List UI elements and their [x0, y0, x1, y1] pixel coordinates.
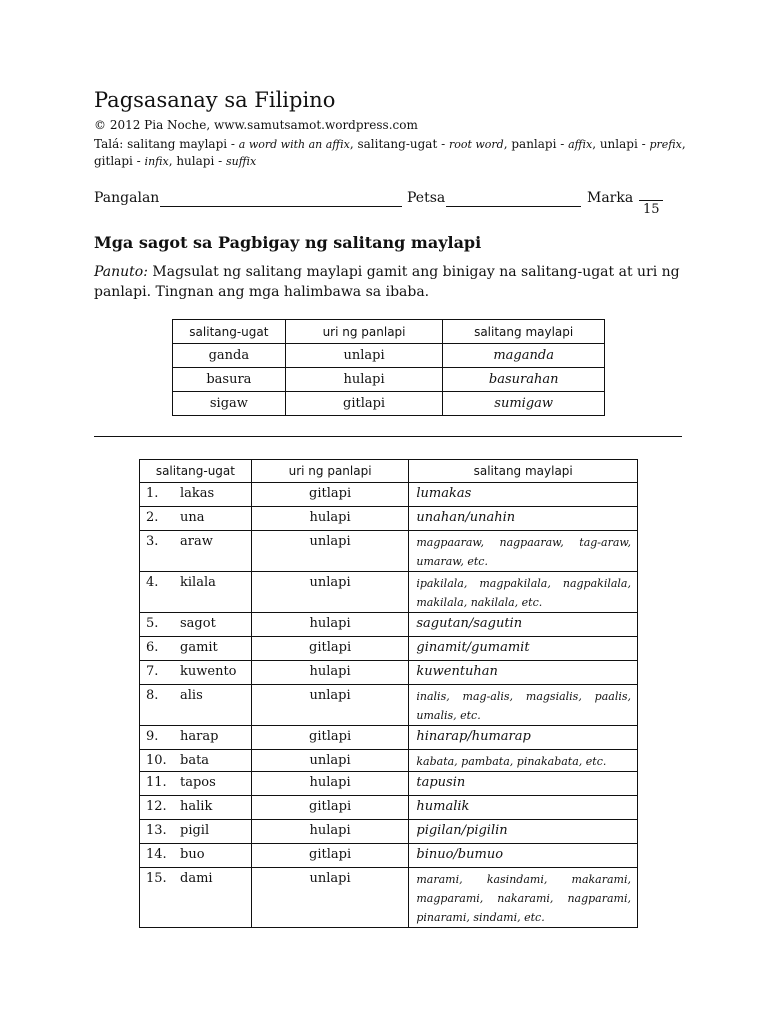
tala-term: Talá: salitang maylapi -: [94, 137, 239, 151]
answer-cell: kuwentuhan: [409, 661, 638, 685]
root-word: kilala: [180, 575, 216, 590]
answer-cell: hinarap/humarap: [409, 726, 638, 750]
affix-type-cell: gitlapi: [251, 483, 409, 507]
answer-cell: ipakilala, magpakilala, nagpakilala, makilala, nakilala, etc.: [409, 572, 638, 613]
panuto-label: Panuto:: [94, 264, 148, 280]
marka-field[interactable]: [639, 200, 663, 201]
tala-note: [94, 136, 694, 170]
answer-header-cell: salitang-ugat: [140, 460, 252, 483]
answer-header-cell: uri ng panlapi: [251, 460, 409, 483]
example-row: [173, 368, 605, 392]
tala-gloss: root word: [448, 138, 504, 151]
answer-cell: tapusin: [409, 772, 638, 796]
tala-term: , hulapi -: [168, 154, 226, 168]
item-number: 4.: [146, 575, 159, 590]
tala-gloss: a word with an affix: [238, 138, 350, 151]
affix-type-cell: hulapi: [251, 772, 409, 796]
affix-type-cell: unlapi: [251, 572, 409, 613]
marka-total: 15: [643, 202, 660, 217]
root-word: araw: [180, 534, 213, 549]
root-word: gamit: [180, 640, 218, 655]
answer-cell: binuo/bumuo: [409, 844, 638, 868]
affix-type-cell: hulapi: [251, 820, 409, 844]
table-row: [140, 726, 638, 750]
affix-type-cell: hulapi: [251, 507, 409, 531]
table-row: [140, 483, 638, 507]
example-answer-cell: basurahan: [443, 368, 605, 392]
answer-cell: kabata, pambata, pinakabata, etc.: [409, 750, 638, 772]
example-answer-cell: maganda: [443, 344, 605, 368]
example-row: [173, 392, 605, 416]
tala-term: , unlapi -: [592, 137, 650, 151]
table-row: [140, 772, 638, 796]
root-cell: [140, 507, 252, 531]
item-number: 7.: [146, 664, 159, 679]
table-row: [140, 531, 638, 572]
affix-type-cell: unlapi: [251, 531, 409, 572]
answer-header-cell: salitang maylapi: [409, 460, 638, 483]
item-number: 13.: [146, 823, 167, 838]
root-cell: [140, 796, 252, 820]
table-row: [140, 637, 638, 661]
instructions: [94, 262, 694, 302]
root-word: sagot: [180, 616, 216, 631]
root-word: halik: [180, 799, 213, 814]
page-title: Pagsasanay sa Filipino: [94, 88, 336, 112]
root-word: una: [180, 510, 205, 525]
tala-gloss: suffix: [225, 155, 257, 168]
example-type-cell: gitlapi: [285, 392, 443, 416]
affix-type-cell: unlapi: [251, 685, 409, 726]
root-cell: [140, 613, 252, 637]
example-root-cell: ganda: [173, 344, 286, 368]
example-root-cell: basura: [173, 368, 286, 392]
example-root-cell: sigaw: [173, 392, 286, 416]
affix-type-cell: hulapi: [251, 661, 409, 685]
affix-type-cell: unlapi: [251, 750, 409, 772]
answer-cell: ginamit/gumamit: [409, 637, 638, 661]
answer-cell: inalis, mag-alis, magsialis, paalis, umalis, etc.: [409, 685, 638, 726]
tala-term: , panlapi -: [503, 137, 569, 151]
root-cell: [140, 750, 252, 772]
example-type-cell: unlapi: [285, 344, 443, 368]
divider: [94, 436, 682, 437]
item-number: 1.: [146, 486, 159, 501]
affix-type-cell: unlapi: [251, 868, 409, 928]
example-type-cell: hulapi: [285, 368, 443, 392]
example-answer-cell: sumigaw: [443, 392, 605, 416]
section-title: Mga sagot sa Pagbigay ng salitang maylapi: [94, 233, 482, 252]
item-number: 10.: [146, 753, 167, 768]
affix-type-cell: hulapi: [251, 613, 409, 637]
affix-type-cell: gitlapi: [251, 844, 409, 868]
example-table: [172, 319, 605, 416]
table-row: [140, 796, 638, 820]
example-header-cell: salitang-ugat: [173, 320, 286, 344]
tala-gloss: prefix: [649, 138, 682, 151]
table-row: [140, 820, 638, 844]
root-cell: [140, 661, 252, 685]
root-word: buo: [180, 847, 205, 862]
affix-type-cell: gitlapi: [251, 796, 409, 820]
table-row: [140, 613, 638, 637]
item-number: 3.: [146, 534, 159, 549]
pangalan-label: Pangalan: [94, 190, 160, 206]
panuto-text: Magsulat ng salitang maylapi gamit ang binigay na salitang-ugat at uri ng panlapi. Tingnan ang mga halimbawa sa ibaba.: [94, 264, 680, 300]
item-number: 15.: [146, 871, 167, 886]
tala-gloss: infix: [144, 155, 169, 168]
root-word: bata: [180, 753, 210, 768]
root-cell: [140, 868, 252, 928]
root-word: alis: [180, 688, 203, 703]
answer-header-row: [140, 460, 638, 483]
table-row: [140, 685, 638, 726]
root-word: pigil: [180, 823, 210, 838]
item-number: 11.: [146, 775, 167, 790]
example-header-cell: salitang maylapi: [443, 320, 605, 344]
table-row: [140, 868, 638, 928]
item-number: 9.: [146, 729, 159, 744]
petsa-label: Petsa: [407, 190, 446, 206]
root-cell: [140, 772, 252, 796]
answer-cell: lumakas: [409, 483, 638, 507]
petsa-field[interactable]: [446, 206, 581, 207]
root-cell: [140, 685, 252, 726]
table-row: [140, 750, 638, 772]
item-number: 12.: [146, 799, 167, 814]
root-cell: [140, 483, 252, 507]
table-row: [140, 572, 638, 613]
copyright-line: © 2012 Pia Noche, www.samutsamot.wordpress.com: [94, 118, 418, 132]
item-number: 14.: [146, 847, 167, 862]
item-number: 8.: [146, 688, 159, 703]
table-row: [140, 507, 638, 531]
tala-gloss: affix: [568, 138, 593, 151]
affix-type-cell: gitlapi: [251, 726, 409, 750]
root-cell: [140, 637, 252, 661]
root-cell: [140, 572, 252, 613]
root-word: tapos: [180, 775, 216, 790]
example-header-cell: uri ng panlapi: [285, 320, 443, 344]
example-header-row: [173, 320, 605, 344]
root-word: lakas: [180, 486, 215, 501]
table-row: [140, 844, 638, 868]
marka-label: Marka: [587, 190, 634, 206]
tala-term: , gitlapi -: [94, 137, 686, 168]
answer-table: [139, 459, 638, 928]
answer-cell: unahan/unahin: [409, 507, 638, 531]
table-row: [140, 661, 638, 685]
item-number: 2.: [146, 510, 159, 525]
tala-term: , salitang-ugat -: [349, 137, 449, 151]
root-cell: [140, 844, 252, 868]
answer-cell: marami, kasindami, makarami, magparami, nakarami, nagparami, pinarami, sindami, etc.: [409, 868, 638, 928]
root-cell: [140, 726, 252, 750]
example-row: [173, 344, 605, 368]
answer-cell: humalik: [409, 796, 638, 820]
answer-cell: magpaaraw, nagpaaraw, tag-araw, umaraw, etc.: [409, 531, 638, 572]
pangalan-field[interactable]: [160, 206, 402, 207]
affix-type-cell: gitlapi: [251, 637, 409, 661]
root-cell: [140, 820, 252, 844]
root-word: kuwento: [180, 664, 237, 679]
item-number: 5.: [146, 616, 159, 631]
answer-cell: pigilan/pigilin: [409, 820, 638, 844]
root-word: dami: [180, 871, 213, 886]
answer-cell: sagutan/sagutin: [409, 613, 638, 637]
root-word: harap: [180, 729, 219, 744]
item-number: 6.: [146, 640, 159, 655]
root-cell: [140, 531, 252, 572]
